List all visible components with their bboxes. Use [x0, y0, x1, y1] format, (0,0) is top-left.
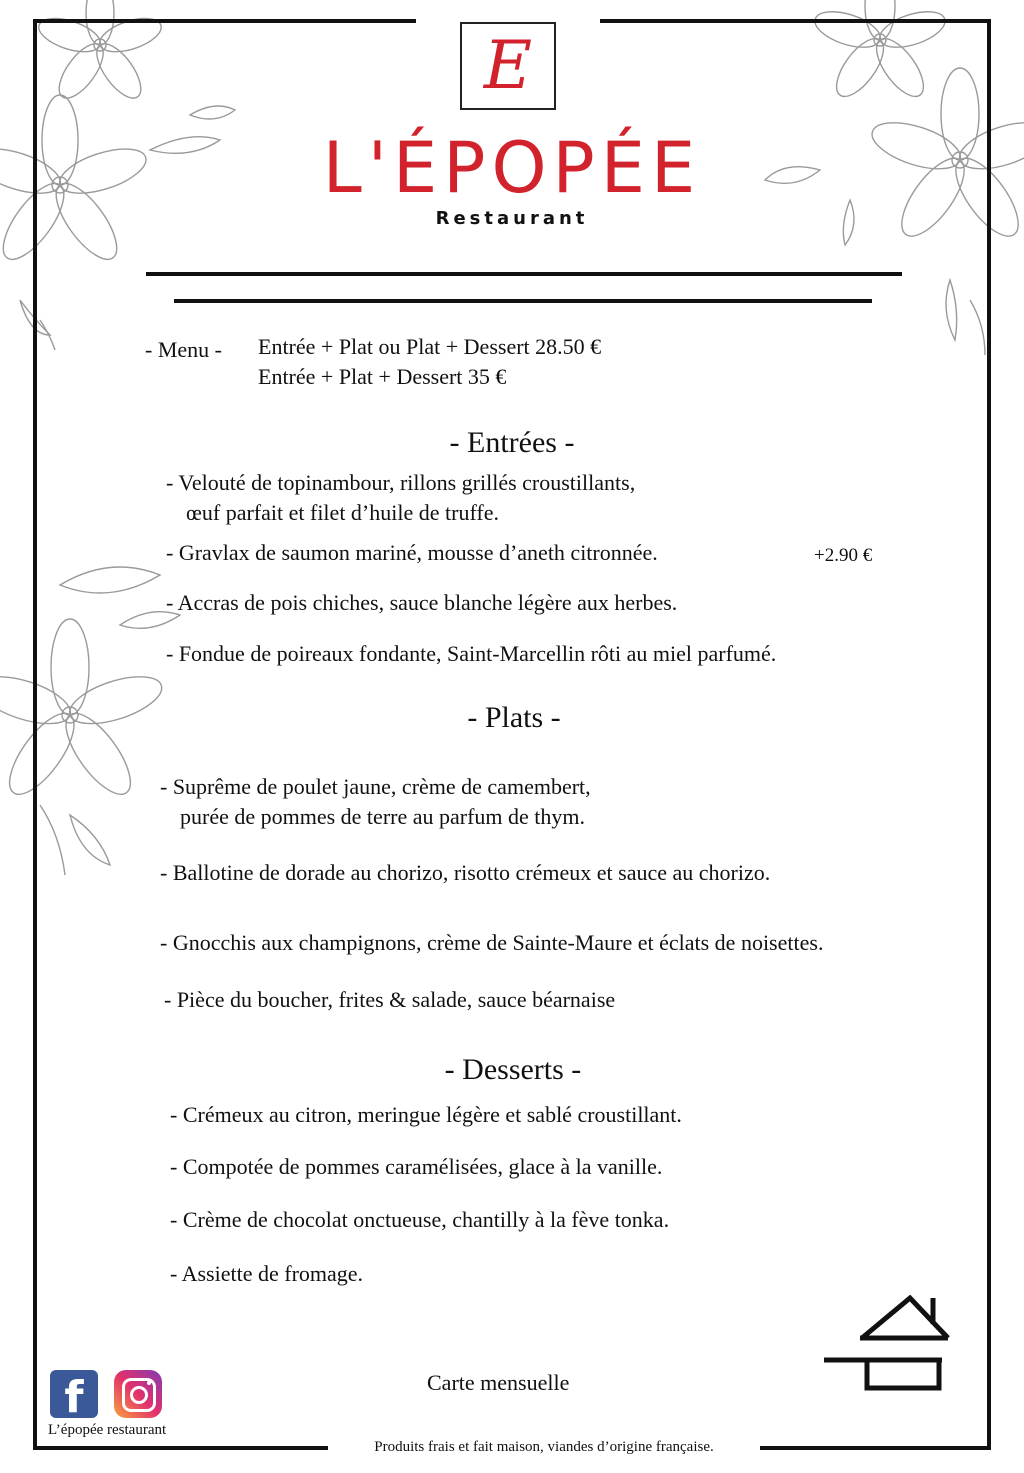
- dessert-item-2: - Compotée de pommes caramélisées, glace à la vanille.: [170, 1154, 663, 1179]
- plat-item-4: - Pièce du boucher, frites & salade, sauce béarnaise: [164, 987, 616, 1012]
- dessert-item-1: - Crémeux au citron, meringue légère et sablé croustillant.: [170, 1102, 682, 1127]
- plat-item-1: - Suprême de poulet jaune, crème de camembert,: [160, 774, 591, 799]
- restaurant-subtitle: Restaurant: [435, 208, 589, 229]
- menu-formula-1: Entrée + Plat ou Plat + Dessert 28.50 €: [258, 334, 602, 359]
- frame-top-left: [33, 19, 416, 23]
- entrees-title: - Entrées -: [449, 426, 575, 459]
- entree-item-4: - Fondue de poireaux fondante, Saint-Marcellin rôti au miel parfumé.: [166, 641, 777, 666]
- floral-decoration-top-right: [760, 0, 1024, 370]
- frame-top-right: [600, 19, 991, 23]
- entree-item-2-supplement: +2.90 €: [814, 545, 873, 566]
- carte-mensuelle: Carte mensuelle: [427, 1370, 570, 1395]
- facebook-icon[interactable]: [50, 1370, 98, 1423]
- entree-item-1-line2: œuf parfait et filet d’huile de truffe.: [186, 500, 499, 525]
- plat-item-1-line2: purée de pommes de terre au parfum de thym.: [180, 804, 586, 829]
- footer-note: Produits frais et fait maison, viandes d’origine française.: [328, 1437, 760, 1457]
- social-handle: L’épopée restaurant: [48, 1422, 167, 1438]
- frame-right: [987, 19, 991, 1450]
- plats-title: - Plats -: [467, 701, 561, 734]
- frame-left: [33, 19, 37, 1450]
- entree-item-1: - Velouté de topinambour, rillons grillés croustillants,: [166, 470, 636, 495]
- facebook-glyph: f: [64, 1372, 84, 1423]
- dessert-item-3: - Crème de chocolat onctueuse, chantilly à la fève tonka.: [170, 1207, 670, 1232]
- floral-decoration-top-left: [0, 0, 260, 360]
- plat-item-3: - Gnocchis aux champignons, crème de Sainte-Maure et éclats de noisettes.: [160, 930, 824, 955]
- menu-formula-2: Entrée + Plat + Dessert 35 €: [258, 364, 507, 389]
- entree-item-3: - Accras de pois chiches, sauce blanche légère aux herbes.: [166, 590, 678, 615]
- house-icon: [820, 1292, 950, 1394]
- logo-letter: E: [483, 27, 533, 104]
- desserts-title: - Desserts -: [444, 1053, 582, 1086]
- divider-bottom: [174, 299, 872, 303]
- plat-item-2: - Ballotine de dorade au chorizo, risotto crémeux et sauce au chorizo.: [160, 860, 771, 885]
- logo: [460, 22, 556, 110]
- divider-top: [146, 272, 902, 276]
- instagram-icon[interactable]: [114, 1370, 162, 1418]
- menu-label: - Menu -: [145, 337, 222, 362]
- restaurant-name: L'ÉPOPÉE: [322, 127, 702, 209]
- entree-item-2: - Gravlax de saumon mariné, mousse d’aneth citronnée.: [166, 540, 658, 565]
- dessert-item-4: - Assiette de fromage.: [170, 1261, 364, 1286]
